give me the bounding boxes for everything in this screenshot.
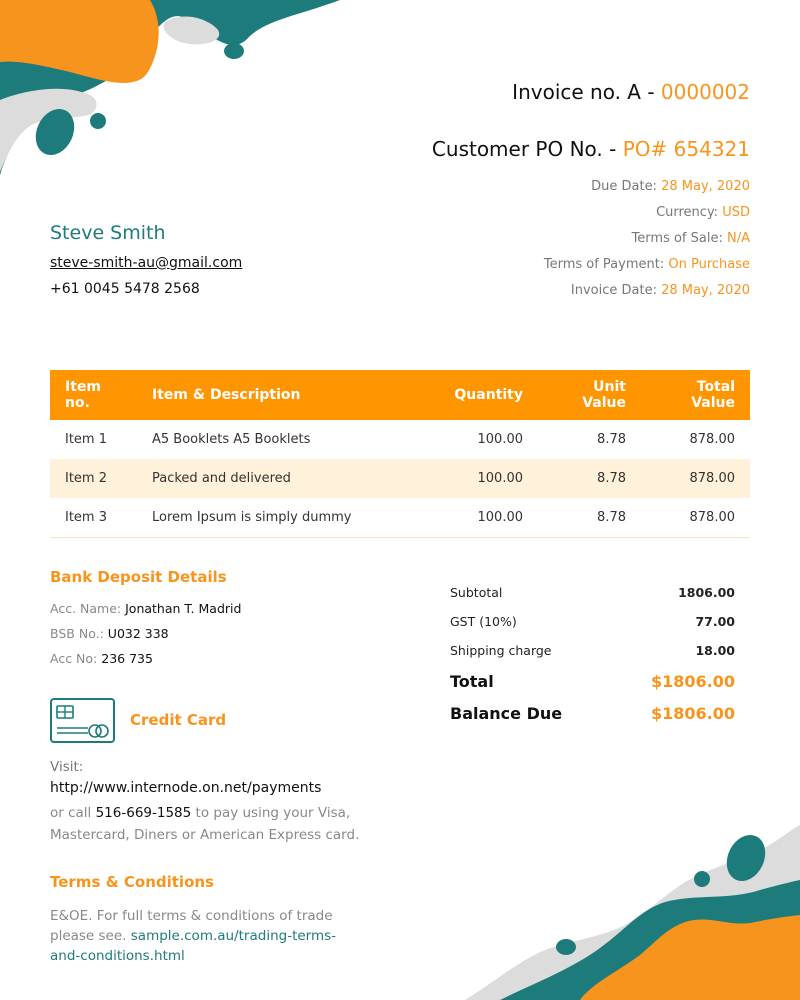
shipping-value: 18.00 — [695, 643, 735, 658]
cell-total-value: 878.00 — [641, 459, 750, 498]
balance-due-value: $1806.00 — [650, 703, 735, 723]
table-row — [50, 420, 750, 459]
customer-phone: +61 0045 5478 2568 — [50, 281, 200, 297]
bank-acc-no — [50, 651, 153, 666]
header-item-no: Item no. — [50, 370, 137, 420]
meta-terms-of-payment — [544, 256, 750, 282]
total-value: $1806.00 — [650, 671, 735, 691]
header-description: Item & Description — [137, 370, 423, 420]
po-label: Customer PO No. - — [431, 137, 623, 161]
credit-card-title: Credit Card — [130, 711, 227, 729]
meta-label: Currency: — [656, 205, 719, 220]
meta-invoice-date — [544, 282, 750, 308]
cell-unit-value: 8.78 — [597, 432, 626, 447]
table-row — [50, 459, 750, 498]
cell-unit-value: 8.78 — [538, 498, 641, 537]
meta-value: On Purchase — [668, 257, 750, 272]
cell-description: Packed and delivered — [137, 459, 423, 498]
meta-value: 28 May, 2020 — [661, 179, 750, 194]
invoice-meta — [544, 178, 750, 308]
visit-label: Visit: — [50, 759, 84, 775]
cell-item-no: Item 3 — [50, 498, 137, 537]
terms-body: E&OE. For full terms & conditions of trade please see. — [50, 908, 333, 944]
balance-due-label: Balance Due — [450, 703, 563, 723]
header-total-value: Total Value — [641, 370, 750, 420]
meta-value: N/A — [727, 231, 750, 246]
cell-description: A5 Booklets A5 Booklets — [152, 432, 311, 447]
balance-due-row — [450, 697, 735, 729]
terms-link[interactable]: sample.com.au/trading-terms-and-conditions.html — [50, 928, 337, 964]
bank-acc-no-value: 236 735 — [101, 651, 153, 666]
bank-acc-name — [50, 601, 241, 616]
bottom-right-decoration — [460, 820, 800, 1000]
customer-email-link[interactable]: steve-smith-au@gmail.com — [50, 255, 243, 271]
bank-bsb-label: BSB No.: — [50, 626, 104, 641]
meta-currency — [544, 204, 750, 230]
shipping-label: Shipping charge — [450, 643, 552, 658]
terms-title: Terms & Conditions — [50, 873, 214, 891]
gst-row — [450, 607, 735, 636]
cell-unit-value: 8.78 — [538, 459, 641, 498]
meta-label: Terms of Sale: — [631, 231, 723, 246]
meta-label: Due Date: — [591, 179, 657, 194]
subtotal-row — [450, 578, 735, 607]
meta-value: 28 May, 2020 — [661, 283, 750, 298]
meta-label: Invoice Date: — [570, 283, 657, 298]
cell-item-no: Item 1 — [65, 432, 107, 447]
total-row — [450, 665, 735, 697]
bank-bsb — [50, 626, 169, 641]
table-header-row — [50, 370, 750, 420]
cell-item-no: Item 2 — [50, 459, 137, 498]
total-label: Total — [450, 671, 494, 691]
credit-card-icon — [50, 698, 115, 743]
bank-acc-no-label: Acc No: — [50, 651, 98, 666]
po-value: PO# 654321 — [622, 137, 750, 161]
call-suffix: to pay using your Visa, Mastercard, Diners or American Express card. — [50, 805, 360, 843]
cell-quantity: 100.00 — [477, 432, 523, 447]
invoice-number — [512, 80, 750, 104]
bank-acc-name-label: Acc. Name: — [50, 601, 122, 616]
items-table — [50, 370, 750, 538]
payment-url-link[interactable]: http://www.internode.on.net/payments — [50, 780, 322, 796]
terms-text — [50, 906, 350, 966]
cell-quantity: 100.00 — [423, 498, 538, 537]
subtotal-value: 1806.00 — [678, 585, 735, 600]
bank-bsb-value: U032 338 — [107, 626, 169, 641]
gst-value: 77.00 — [695, 614, 735, 629]
bank-acc-name-value: Jonathan T. Madrid — [125, 601, 242, 616]
gst-label: GST (10%) — [450, 614, 517, 629]
cell-description: Lorem Ipsum is simply dummy — [137, 498, 423, 537]
meta-value: USD — [722, 205, 750, 220]
subtotal-label: Subtotal — [450, 585, 503, 600]
table-row — [50, 498, 750, 537]
bank-deposit-title: Bank Deposit Details — [50, 568, 227, 586]
meta-label: Terms of Payment: — [543, 257, 665, 272]
cell-total-value: 878.00 — [641, 498, 750, 537]
meta-terms-of-sale — [544, 230, 750, 256]
header-quantity: Quantity — [423, 370, 538, 420]
shipping-row — [450, 636, 735, 665]
call-prefix: or call — [50, 805, 96, 821]
invoice-number-label: Invoice no. A - — [512, 80, 661, 104]
payment-instructions — [50, 802, 370, 846]
customer-po-number — [432, 137, 750, 161]
cell-total-value: 878.00 — [689, 432, 735, 447]
invoice-number-value: 0000002 — [660, 80, 750, 104]
totals-panel — [450, 578, 735, 729]
customer-name: Steve Smith — [50, 222, 166, 244]
cell-quantity: 100.00 — [423, 459, 538, 498]
meta-due-date — [544, 178, 750, 204]
header-unit-value: Unit Value — [538, 370, 641, 420]
top-left-decoration — [0, 0, 340, 180]
payment-phone: 516-669-1585 — [95, 805, 192, 821]
